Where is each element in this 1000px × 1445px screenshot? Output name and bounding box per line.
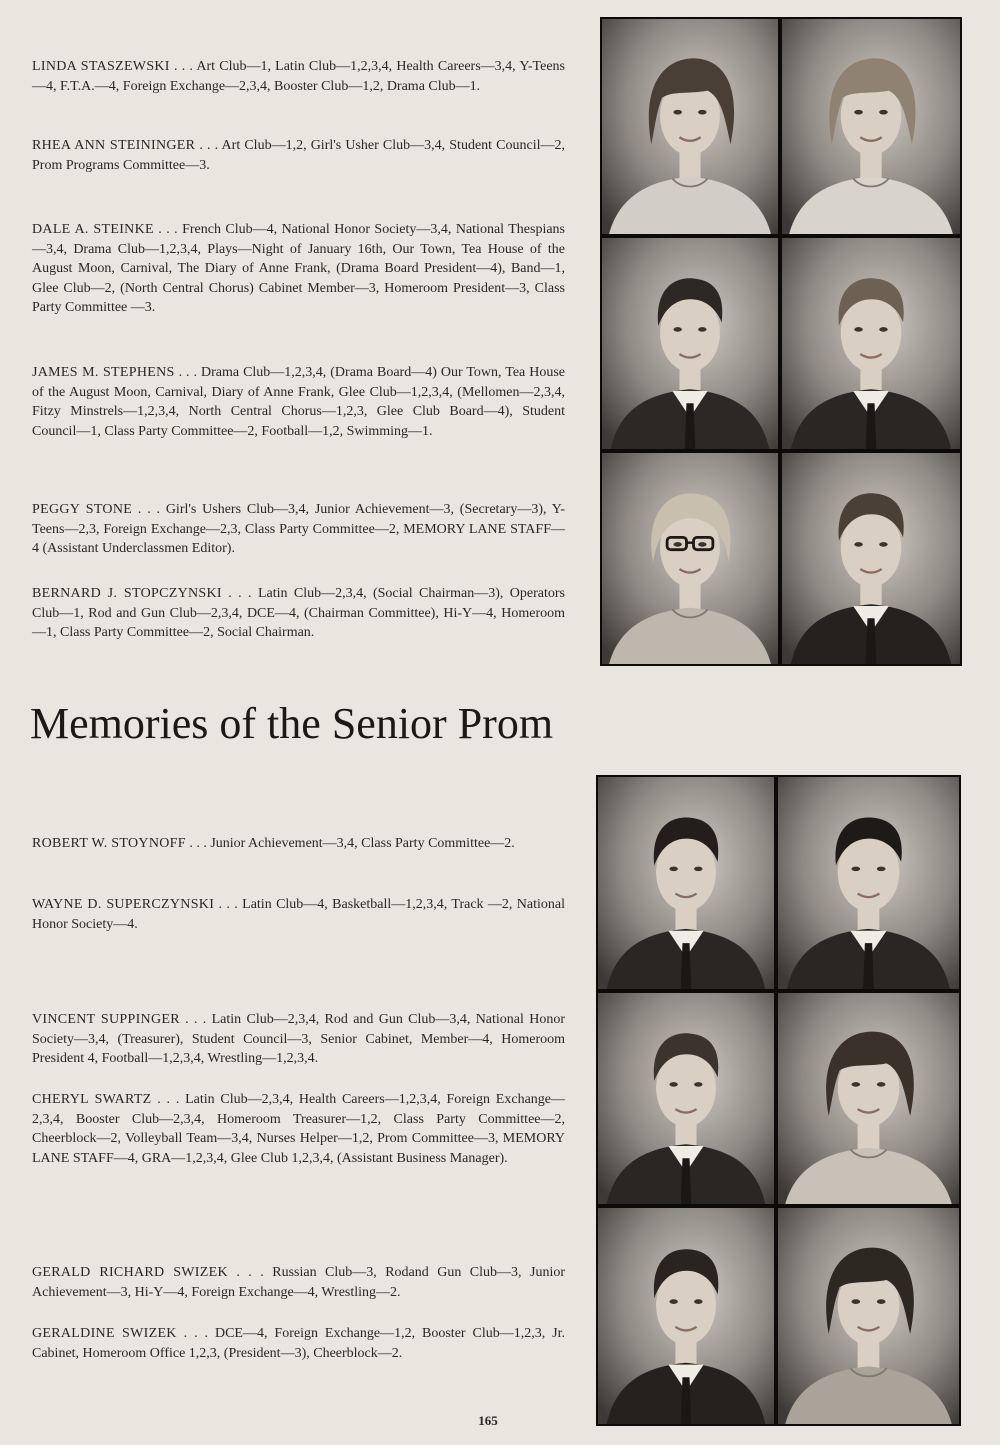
- entry-dale-a-steinke: DALE A. STEINKE . . . French Club—4, National Honor Society—3,4, National Thespians—3,4, Drama Club—1,2,3,4, Plays—Night of January 16th, Our Town, Tea House of the August Moon, Carnival, The Diary of Anne Frank, (Drama Board President—4), Band—1, Glee Club—2, (North Central Chorus) Cabinet Member—3, Homeroom President—3, Class Party Committee —3.: [32, 222, 565, 316]
- portrait-photo: [602, 238, 778, 449]
- portrait-photo: [778, 993, 959, 1204]
- entry-rhea-ann-steininger: RHEA ANN STEININGER . . . Art Club—1,2, Girl's Usher Club—3,4, Student Council—2, Prom Programs Committee—3.: [32, 138, 566, 173]
- entry-bernard-j-stopczynski: BERNARD J. STOPCZYNSKI . . . Latin Club—2,3,4, (Social Chairman—3), Operators Club—1, Rod and Gun Club—2,3,4, DCE—4, (Chairman Committee), Hi-Y—4, Homeroom—1, Class Party Committee—2, Social Chairman.: [32, 586, 565, 641]
- portrait-photo: [598, 1208, 774, 1424]
- portrait-photo: [598, 777, 774, 989]
- entry-cheryl-swartz: CHERYL SWARTZ . . . Latin Club—2,3,4, Health Careers—1,2,3,4, Foreign Exchange—2,3,4, Booster Club—2,3,4, Homeroom Treasurer—1,2, Class Party Committee—2, Cheerblock—2, Volleyball Team—3,4, Nurses Helper—1,2, Prom Committee—3, MEMORY LANE STAFF—4, GRA—1,2,3,4, Glee Club 1,2,3,4, (Assistant Business Manager).: [32, 1092, 565, 1166]
- entry-linda-staszewski: LINDA STASZEWSKI . . . Art Club—1, Latin Club—1,2,3,4, Health Careers—3,4, Y-Teens—4, F.T.A.—4, Foreign Exchange—2,3,4, Booster Club—1,2, Drama Club—1.: [32, 59, 566, 94]
- entry-peggy-stone: PEGGY STONE . . . Girl's Ushers Club—3,4, Junior Achievement—3, (Secretary—3), Y-Teens—2,3, Foreign Exchange—2,3, Class Party Committee—2, MEMORY LANE STAFF—4 (Assistant Underclassmen Editor).: [32, 502, 565, 557]
- portrait-photo: [782, 453, 960, 664]
- portrait-photo: [602, 19, 778, 234]
- entry-vincent-suppinger: VINCENT SUPPINGER . . . Latin Club—2,3,4, Rod and Gun Club—3,4, National Honor Society—3,4, (Treasurer), Student Council—3, Senior Cabinet, Member—4, Homeroom President 4, Football—1,2,3,4, Wrestling—1,2,3,4.: [32, 1012, 565, 1067]
- portrait-photo: [782, 238, 960, 449]
- page-heading: Memories of the Senior Prom: [30, 699, 554, 748]
- portrait-photo: [602, 453, 778, 664]
- entry-wayne-d-superczynski: WAYNE D. SUPERCZYNSKI . . . Latin Club—4, Basketball—1,2,3,4, Track —2, National Honor Society—4.: [32, 897, 565, 932]
- entry-james-m-stephens: JAMES M. STEPHENS . . . Drama Club—1,2,3,4, (Drama Board—4) Our Town, Tea House of the August Moon, Carnival, Diary of Anne Frank, Glee Club—1,2,3,4, (Mellomen—2,3,4, Fitzy Minstrels—1,2,3,4, North Central Chorus—1,2,3, Glee Club Board—4), Student Council—1, Class Party Committee—2, Football—1,2, Swimming—1.: [32, 365, 566, 439]
- portrait-photo: [778, 777, 959, 989]
- portrait-photo: [778, 1208, 959, 1424]
- portrait-photo: [782, 19, 960, 234]
- entry-geraldine-swizek: GERALDINE SWIZEK . . . DCE—4, Foreign Exchange—1,2, Booster Club—1,2,3, Jr. Cabinet, Homeroom Office 1,2,3, (President—3), Cheerblock—2.: [32, 1326, 566, 1361]
- entry-robert-w-stoynoff: ROBERT W. STOYNOFF . . . Junior Achievement—3,4, Class Party Committee—2.: [32, 836, 515, 851]
- page-number: 165: [478, 1413, 498, 1428]
- entry-gerald-richard-swizek: GERALD RICHARD SWIZEK . . . Russian Club—3, Rodand Gun Club—3, Junior Achievement—3, Hi-Y—4, Foreign Exchange—4, Wrestling—2.: [32, 1265, 565, 1300]
- portrait-photo: [598, 993, 774, 1204]
